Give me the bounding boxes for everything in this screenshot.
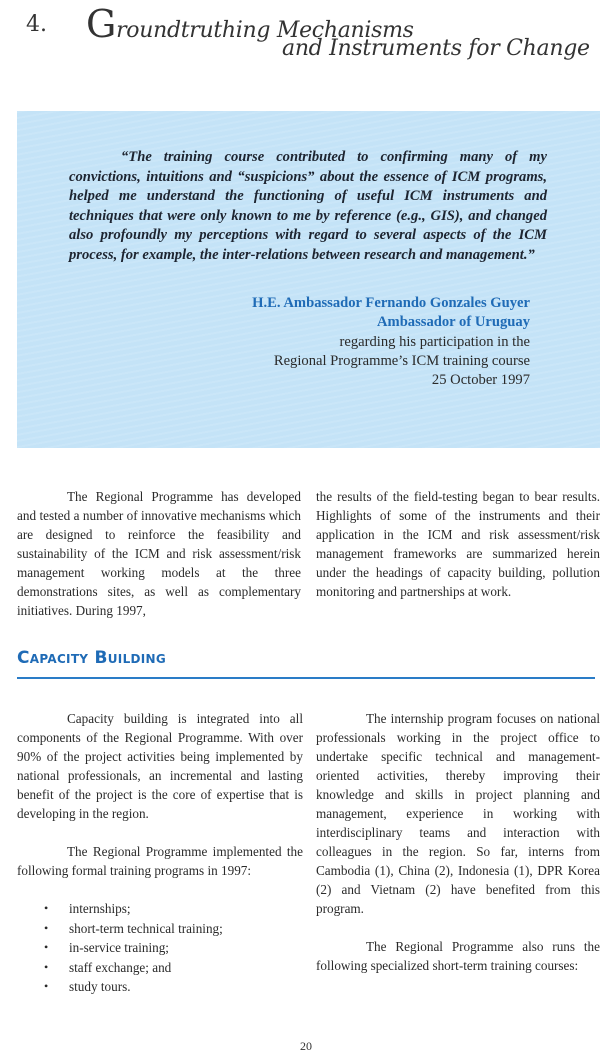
testimonial-quote (69, 148, 547, 265)
internship-paragraph (316, 709, 600, 918)
list-item-text: staff exchange; and (69, 959, 172, 975)
testimonial-quote-text: “The training course contributed to confirming many of my convictions, intuitions and “suspicions” about the essence of ICM programs, helped me understand the functioning of useful ICM instruments and techniques that were only known to me by reference (e.g., GIS), and changed also profoundly my perceptions with regard to several aspects of the ICM process, for example, the inter-relations between research and management.” (69, 149, 547, 263)
intro-column-right (316, 487, 600, 601)
list-item (17, 899, 303, 919)
paragraph-gap (17, 823, 303, 842)
capacity-paragraph-1-text: Capacity building is integrated into all components of the Regional Programme. With over 90% of the project activities being implemented by national professionals, an incremental and lasting benefit of the project is the core of expertise that is developing in the region. (17, 711, 303, 821)
list-item (17, 919, 303, 939)
capacity-paragraph-2 (17, 842, 303, 880)
testimonial-attribution (252, 294, 530, 390)
page-number: 20 (300, 1039, 312, 1053)
bullet-icon: • (44, 901, 49, 915)
intro-text-right: the results of the field-testing began to bear results. Highlights of some of the instruments and their application in the ICM and risk assessment/risk management frameworks are summarized herein under the headings of capacity building, pollution monitoring and partnerships at work. (316, 489, 600, 599)
chapter-title-rest: roundtruthing Mechanisms (116, 18, 414, 43)
list-item (17, 958, 303, 978)
training-programs-list (17, 899, 303, 997)
attribution-name: H.E. Ambassador Fernando Gonzales Guyer (252, 295, 530, 311)
list-item-text: internships; (69, 901, 131, 916)
capacity-paragraph-1 (17, 709, 303, 823)
bullet-icon: • (44, 940, 49, 954)
chapter-title-line2: and Instruments for Change (282, 36, 590, 61)
bullet-icon: • (44, 979, 49, 993)
intro-column-left (17, 487, 301, 620)
section-heading: Capacity Building (17, 648, 167, 668)
list-item (17, 938, 303, 958)
chapter-title-initial: G (86, 2, 117, 46)
list-item-text: in-service training; (69, 940, 169, 955)
capacity-paragraph-2-text: The Regional Programme implemented the following formal training programs in 1997: (17, 844, 303, 878)
capacity-column-right (316, 709, 600, 975)
attribution-context-1: regarding his participation in the (339, 333, 530, 350)
section-divider (17, 677, 595, 679)
capacity-column-left (17, 709, 303, 997)
list-item-text: short-term technical training; (69, 920, 223, 936)
bullet-icon: • (44, 959, 49, 974)
short-term-courses-paragraph (316, 937, 600, 975)
intro-paragraph-right (316, 487, 600, 601)
intro-paragraph-left (17, 487, 301, 620)
attribution-title: Ambassador of Uruguay (377, 314, 530, 331)
attribution-context-2: Regional Programme’s ICM training course (273, 352, 530, 369)
internship-paragraph-text: The internship program focuses on national professionals working in the project office to undertake specific technical and management-oriented activities, thereby improving their knowledge and skills in project planning and management, experience in working with interdisciplinary teams and interaction with colleagues in the region. So far, interns from Cambodia (1), China (2), Indonesia (1), DPR Korea (2) and Vietnam (2) have benefited from this program. (316, 711, 600, 916)
short-term-courses-text: The Regional Programme also runs the following specialized short-term training courses: (316, 939, 600, 973)
bullet-icon: • (44, 920, 49, 935)
intro-text-left: The Regional Programme has developed and tested a number of innovative mechanisms which are designed to reinforce the feasibility and sustainability of the ICM and risk assessment/risk management working models at the three demonstrations sites, as well as complementary initiatives. During 1997, (17, 489, 301, 618)
paragraph-gap (17, 880, 303, 899)
list-item (17, 977, 303, 997)
attribution-date: 25 October 1997 (431, 372, 530, 389)
list-item-text: study tours. (69, 979, 131, 994)
chapter-number: 4. (26, 12, 47, 37)
testimonial-box (17, 111, 600, 448)
paragraph-gap (316, 918, 600, 937)
